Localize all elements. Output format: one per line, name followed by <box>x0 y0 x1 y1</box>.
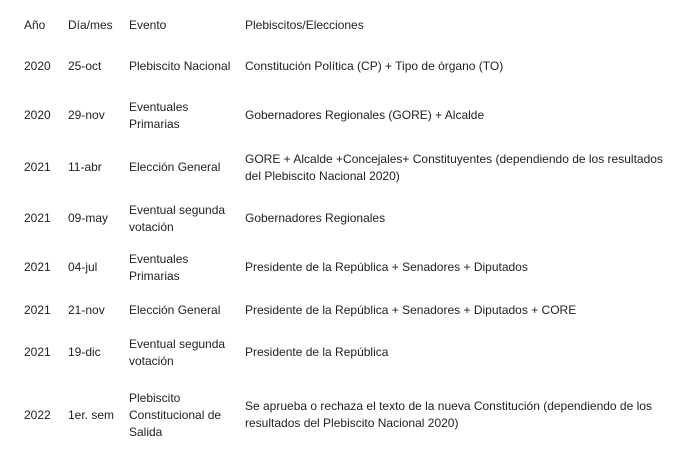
cell-year: 2021 <box>24 302 51 317</box>
header-event: Evento <box>129 17 167 32</box>
cell-date: 09-may <box>68 211 109 225</box>
header-elections: Plebiscitos/Elecciones <box>245 17 364 32</box>
cell-elections: GORE + Alcalde +Concejales+ Constituyentes (dependiendo de los resultados del Plebiscito Nacional 2020) <box>245 151 663 183</box>
cell-year: 2021 <box>24 345 51 359</box>
cell-year: 2020 <box>24 59 51 73</box>
cell-date: 19-dic <box>68 345 101 359</box>
table-row <box>18 195 683 242</box>
cell-date: 1er. sem <box>68 407 115 422</box>
cell-elections: Se aprueba o rechaza el texto de la nueva Constitución (dependiendo de los resultados del Plebiscito Nacional 2020) <box>245 399 652 430</box>
cell-event: Plebiscito Constitucional de Salida <box>129 390 222 439</box>
table-row <box>18 378 683 452</box>
header-date: Día/mes <box>68 17 113 32</box>
cell-date: 11-abr <box>68 160 102 174</box>
cell-elections: Presidente de la República + Senadores + Diputados + CORE <box>245 302 577 317</box>
cell-year: 2021 <box>24 260 51 274</box>
cell-elections: Constitución Política (CP) + Tipo de órgano (TO) <box>245 59 504 73</box>
cell-event: Plebiscito Nacional <box>129 59 231 73</box>
table-row <box>18 242 683 293</box>
cell-date: 25-oct <box>68 59 102 73</box>
cell-date: 04-jul <box>68 260 98 274</box>
cell-event: Eventual segunda votación <box>129 202 226 234</box>
cell-elections: Gobernadores Regionales <box>245 211 386 225</box>
table-row <box>18 327 683 378</box>
cell-year: 2020 <box>24 108 51 122</box>
cell-elections: Gobernadores Regionales (GORE) + Alcalde <box>245 108 485 122</box>
cell-date: 29-nov <box>68 108 105 122</box>
table-row <box>18 140 683 195</box>
cell-event: Eventual segunda votación <box>129 336 226 368</box>
table-row <box>18 293 683 327</box>
cell-event: Eventuales Primarias <box>129 99 189 131</box>
cell-elections: Presidente de la República <box>245 345 389 359</box>
cell-year: 2022 <box>24 407 51 422</box>
table-row <box>18 42 683 91</box>
cell-year: 2021 <box>24 160 51 174</box>
header-year: Año <box>24 17 46 32</box>
table-row <box>18 91 683 140</box>
elections-table <box>18 8 683 452</box>
table-header-row <box>18 8 683 42</box>
cell-date: 21-nov <box>68 302 105 317</box>
cell-year: 2021 <box>24 211 51 225</box>
cell-event: Eventuales Primarias <box>129 251 189 283</box>
cell-elections: Presidente de la República + Senadores + Diputados <box>245 260 528 274</box>
cell-event: Elección General <box>129 302 221 317</box>
cell-event: Elección General <box>129 160 221 174</box>
